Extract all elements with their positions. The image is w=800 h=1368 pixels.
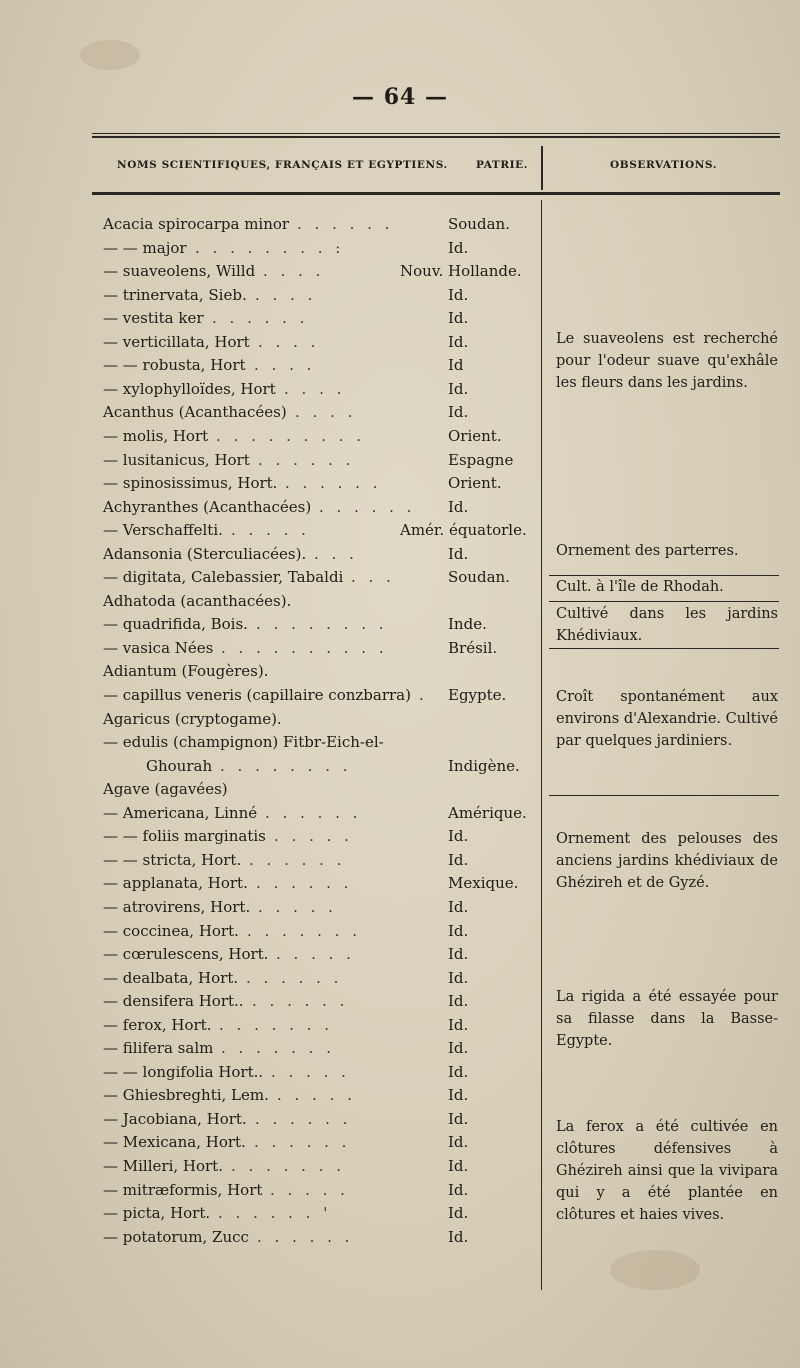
origin-country: Id. [448, 1180, 469, 1199]
leader-dots: . . . . . . [246, 968, 343, 987]
species-name: — dealbata, Hort. [103, 968, 239, 987]
table-row [103, 448, 543, 472]
species-name: — ferox, Hort. [103, 1015, 212, 1034]
header-col-patrie: PATRIE. [476, 159, 529, 171]
table-row [103, 942, 543, 966]
leader-dots: . . . . . [277, 1086, 356, 1105]
table-row [103, 565, 543, 589]
species-name: — filifera salm [103, 1039, 214, 1058]
table-row [103, 1107, 543, 1131]
origin-country: Amérique. [448, 803, 527, 822]
table-row [103, 659, 543, 683]
species-name: — Milleri, Hort. [103, 1157, 223, 1175]
leader-dots: . . . . . . . [221, 1039, 335, 1058]
species-name: Adiantum (Fougères). [103, 662, 269, 681]
species-name: — spinosissimus, Hort. [103, 474, 278, 493]
species-name: — suaveolens, Willd [103, 262, 256, 281]
origin-country: Orient. [448, 474, 502, 493]
origin-country: Soudan. [448, 568, 510, 587]
table-row [103, 1036, 543, 1060]
origin-country: Id. [448, 1227, 469, 1246]
origin-country: Id. [448, 497, 469, 516]
species-name: — potatorum, Zucc [103, 1227, 249, 1246]
species-name: — — stricta, Hort. [103, 850, 242, 869]
table-row [103, 1060, 543, 1084]
origin-country: Id. [448, 1086, 469, 1105]
table-row [103, 824, 543, 848]
header-divider [541, 146, 543, 190]
table-row [103, 400, 543, 424]
leader-dots: . . . . . . . . . [216, 426, 366, 445]
species-name: — digitata, Calebassier, Tabaldi [103, 568, 344, 587]
table-row [103, 259, 543, 283]
leader-dots: . . . . . . [255, 1109, 352, 1128]
origin-country: Inde. [448, 615, 487, 634]
table-row [103, 612, 543, 636]
leader-dots: . . . . . . . . [220, 756, 352, 775]
species-name: — cœrulescens, Hort. [103, 945, 269, 964]
species-name: — densifera Hort.. [103, 992, 244, 1011]
species-name: Adansonia (Sterculiacées). [103, 544, 307, 563]
table-row [103, 1178, 543, 1202]
species-name: Agaricus (cryptogame). [103, 709, 282, 728]
table-row [103, 871, 543, 895]
table-row [103, 589, 543, 613]
leader-dots: . . . . . . . . : [195, 238, 345, 257]
leader-dots: . . . . . . [257, 1227, 354, 1246]
leader-dots: . . . . . . [212, 309, 309, 328]
leader-dots: . . . . . . [297, 215, 394, 233]
leader-dots: . [419, 686, 428, 704]
origin-country: Id. [448, 238, 469, 257]
species-name: — verticillata, Hort [103, 332, 250, 351]
origin-country: Id. [448, 897, 469, 916]
origin-country: Id [448, 356, 464, 375]
leader-dots: . . . . [254, 356, 316, 375]
origin-country: Id. [448, 1015, 469, 1034]
leader-dots: . . . . . . . [231, 1157, 345, 1175]
leader-dots: . . . . [255, 285, 317, 304]
leader-dots: . . . . . . . . . . [221, 638, 388, 657]
origin-country: Nouv. Hollande. [400, 262, 522, 281]
table-row [103, 306, 543, 330]
species-name: Ghourah [146, 756, 213, 775]
origin-country: Id. [448, 1039, 469, 1058]
table-row [103, 683, 543, 707]
species-name: — xylophylloïdes, Hort [103, 379, 276, 398]
table-row [103, 471, 543, 495]
origin-country: Id. [448, 1133, 469, 1152]
table-row [103, 966, 543, 990]
species-name: Adhatoda (acanthacées). [103, 591, 292, 610]
origin-country: Orient. [448, 426, 502, 445]
origin-country: Id. [448, 332, 469, 351]
origin-country: Id. [448, 850, 469, 869]
table-row [103, 801, 543, 825]
table-row [103, 707, 543, 731]
observation-adiantum: Croît spontanément aux environs d'Alexandrie. Cultivé par quelques jardiniers. [556, 689, 778, 749]
origin-country: Id. [448, 827, 469, 846]
leader-dots: . . . [351, 568, 395, 587]
species-name: — edulis (champignon) Fitbr-Eich-el- [103, 733, 384, 752]
leader-dots: . . . . . . [319, 497, 416, 516]
table-row [103, 777, 543, 801]
origin-country: Id. [448, 379, 469, 398]
species-name: — Mexicana, Hort. [103, 1133, 246, 1152]
leader-dots: . . . . . . . [219, 1015, 333, 1034]
origin-country: Amér. équatorle. [400, 521, 527, 540]
leader-dots: . . . . . . [258, 450, 355, 469]
table-row [103, 1154, 543, 1178]
leader-dots: . . . . [284, 379, 346, 398]
origin-country: Id. [448, 1062, 469, 1081]
species-name: — capillus veneris (capillaire conzbarra) [103, 686, 411, 704]
header-top-rule-bold [92, 136, 780, 138]
species-name: — vestita ker [103, 309, 204, 328]
table-row [103, 1225, 543, 1249]
leader-dots: . . . . . . ' [218, 1204, 332, 1223]
origin-country: Id. [448, 285, 469, 304]
table-row [103, 919, 543, 943]
paper-stain [610, 1250, 700, 1290]
observation-ferox: La ferox a été cultivée en clôtures défensives à Ghézireh ainsi que la vivipara qui y a été plantée en clôtures et haies vives. [556, 1119, 778, 1223]
observation-digitata: Cult. à l'île de Rhodah. [556, 579, 724, 595]
table-row [103, 518, 543, 542]
species-name: — picta, Hort. [103, 1204, 211, 1223]
leader-dots: . . . . [258, 332, 320, 351]
header-bottom-rule [92, 192, 780, 195]
species-name: — lusitanicus, Hort [103, 450, 250, 469]
species-name: — Jacobiana, Hort. [103, 1109, 247, 1128]
leader-dots: . . . . . [274, 827, 353, 846]
table-row [103, 1130, 543, 1154]
paper-stain [80, 40, 140, 70]
origin-country: Id. [448, 1109, 469, 1128]
leader-dots: . . . . . . . [247, 921, 361, 940]
origin-country: Id. [448, 921, 469, 940]
species-name: — — foliis marginatis [103, 827, 266, 846]
leader-dots: . . . . . [276, 945, 355, 964]
observation-adansonia: Ornement des parterres. [556, 543, 739, 559]
species-name: — applanata, Hort. [103, 874, 248, 893]
table-row [103, 848, 543, 872]
species-name: — Verschaffelti. [103, 521, 223, 540]
leader-dots: . . . . . . . . [256, 615, 388, 634]
leader-dots: . . . . . . [285, 474, 382, 493]
leader-dots: . . . . . . [249, 850, 346, 869]
table-row [103, 730, 543, 754]
origin-country: Espagne [448, 450, 514, 469]
species-name: — molis, Hort [103, 426, 209, 445]
leader-dots: . . . . . [258, 897, 337, 916]
origin-country: Id. [448, 992, 469, 1011]
species-name: — quadrifida, Bois. [103, 615, 248, 634]
origin-country: Mexique. [448, 874, 519, 893]
table-row [103, 353, 543, 377]
table-row [103, 895, 543, 919]
table-row [103, 236, 543, 260]
header-col-names: NOMS SCIENTIFIQUES, FRANÇAIS ET EGYPTIENS. [117, 159, 448, 171]
observation-divider [549, 795, 779, 796]
header-col-observations: OBSERVATIONS. [610, 159, 717, 171]
species-name: — — longifolia Hort.. [103, 1062, 264, 1081]
table-row [103, 989, 543, 1013]
origin-country: Id. [448, 1157, 469, 1175]
species-name: — vasica Nées [103, 638, 214, 657]
table-row [103, 542, 543, 566]
leader-dots: . . . . . . [265, 803, 362, 822]
table-row [146, 754, 586, 778]
origin-country: Soudan. [448, 215, 510, 233]
header-top-rule [92, 133, 780, 134]
page-number: — 64 — [352, 84, 448, 110]
leader-dots: . . . . . . [256, 874, 353, 893]
observation-agave: Ornement des pelouses des anciens jardins khédiviaux de Ghézireh et de Gyzé. [556, 831, 778, 891]
table-row [103, 212, 543, 236]
table-row [103, 1201, 543, 1225]
leader-dots: . . . . . [270, 1180, 349, 1199]
species-name: — — major [103, 238, 187, 257]
leader-dots: . . . . [295, 403, 357, 422]
table-row [103, 636, 543, 660]
species-name: — Ghiesbreghti, Lem. [103, 1086, 269, 1105]
origin-country: Brésil. [448, 638, 498, 657]
origin-country: Id. [448, 945, 469, 964]
origin-country: Egypte. [448, 686, 507, 704]
leader-dots: . . . . . . [254, 1133, 351, 1152]
observation-divider [549, 648, 779, 649]
origin-country: Id. [448, 403, 469, 422]
leader-dots: . . . . . . [252, 992, 349, 1011]
table-row [103, 330, 543, 354]
leader-dots: . . . [314, 544, 358, 563]
species-name: Acanthus (Acanthacées) [103, 403, 287, 422]
table-row [103, 283, 543, 307]
leader-dots: . . . . [263, 262, 325, 281]
origin-country: Indigène. [448, 756, 520, 775]
table-row [103, 424, 543, 448]
species-name: — trinervata, Sieb. [103, 285, 247, 304]
species-name: — coccinea, Hort. [103, 921, 239, 940]
species-name: — — robusta, Hort [103, 356, 246, 375]
table-row [103, 1013, 543, 1037]
observation-divider [549, 601, 779, 602]
species-name: Achyranthes (Acanthacées) [103, 497, 312, 516]
species-name: — atrovirens, Hort. [103, 897, 251, 916]
table-row [103, 1083, 543, 1107]
leader-dots: . . . . . [231, 521, 310, 540]
observation-adhatoda: Cultivé dans les jardins Khédiviaux. [556, 606, 778, 644]
observation-rigida: La rigida a été essayée pour sa filasse dans la Basse-Egypte. [556, 989, 778, 1049]
origin-country: Id. [448, 968, 469, 987]
species-name: Acacia spirocarpa minor [103, 215, 290, 233]
origin-country: Id. [448, 309, 469, 328]
species-name: — mitræformis, Hort [103, 1180, 263, 1199]
observation-suaveolens: Le suaveolens est recherché pour l'odeur suave qu'exhâle les fleurs dans les jardins. [556, 331, 778, 391]
origin-country: Id. [448, 1204, 469, 1223]
origin-country: Id. [448, 544, 469, 563]
table-row [103, 377, 543, 401]
species-name: Agave (agavées) [103, 780, 228, 799]
species-name: — Americana, Linné [103, 803, 258, 822]
leader-dots: . . . . . [271, 1062, 350, 1081]
table-row [103, 495, 543, 519]
